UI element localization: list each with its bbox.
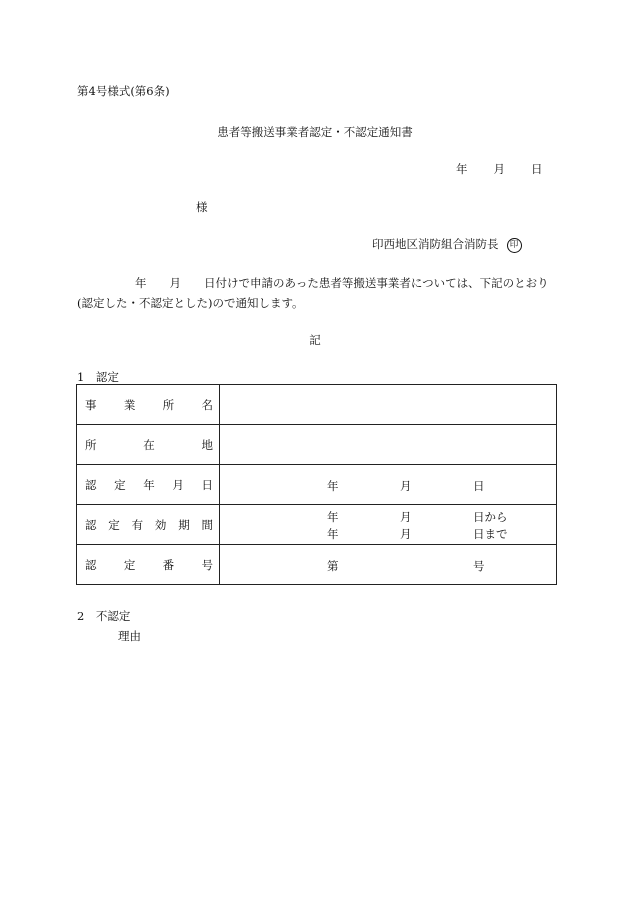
label-char: 業 — [123, 397, 136, 412]
table-row — [77, 465, 557, 505]
label-char: 定 — [123, 557, 136, 572]
value-from-day: 日から — [473, 510, 508, 524]
certification-table — [76, 384, 557, 585]
label-char: 地 — [201, 437, 213, 452]
section-approval-heading: 1 認定 — [77, 370, 119, 384]
location-value — [220, 425, 557, 465]
date-day: 日 — [531, 162, 543, 176]
value-month: 月 — [400, 478, 412, 493]
label-cert-number — [77, 545, 220, 585]
label-char: 有 — [131, 517, 144, 532]
document-title: 患者等搬送事業者認定・不認定通知書 — [217, 125, 413, 139]
reason-label: 理由 — [118, 629, 141, 643]
label-char: 効 — [154, 517, 167, 532]
value-to-day: 日まで — [473, 527, 508, 541]
cert-date-value — [220, 465, 557, 505]
table-row — [77, 385, 557, 425]
label-char: 期 — [178, 517, 190, 532]
sender — [372, 236, 522, 253]
value-from-year: 年 — [327, 510, 339, 524]
date-year: 年 — [456, 162, 468, 176]
label-char: 名 — [201, 397, 213, 412]
table-row — [77, 425, 557, 465]
label-validity-period — [77, 505, 220, 545]
ki-heading: 記 — [309, 333, 321, 347]
table-row — [77, 505, 557, 545]
value-year: 年 — [327, 478, 339, 493]
section-denial-heading: 2 不認定 — [77, 609, 131, 623]
label-office-name — [77, 385, 220, 425]
sender-name: 印西地区消防組合消防長 — [372, 237, 499, 251]
value-to-month: 月 — [400, 527, 412, 541]
label-char: 所 — [85, 437, 97, 452]
label-char: 定 — [108, 517, 120, 532]
label-char: 認 — [85, 517, 97, 532]
value-from-month: 月 — [400, 510, 412, 524]
label-char: 年 — [143, 477, 155, 492]
value-number-suffix: 号 — [473, 558, 485, 573]
value-number-prefix: 第 — [327, 558, 339, 573]
label-char: 号 — [201, 557, 213, 572]
value-to-year: 年 — [327, 527, 339, 541]
label-char: 事 — [85, 397, 97, 412]
label-char: 所 — [162, 397, 175, 412]
label-char: 定 — [114, 477, 126, 492]
label-char: 番 — [162, 557, 175, 572]
addressee: 様 — [196, 200, 208, 214]
office-name-value — [220, 385, 557, 425]
label-char: 認 — [85, 477, 97, 492]
body-text: 年 月 日付けで申請のあった患者等搬送事業者については、下記のとおり(認定した・不認定とした)ので通知します。 — [77, 276, 549, 310]
seal-icon: 印 — [507, 238, 522, 253]
issue-date — [456, 161, 543, 177]
label-char: 月 — [172, 477, 184, 492]
validity-period-value — [220, 505, 557, 545]
date-month: 月 — [493, 162, 505, 176]
label-location — [77, 425, 220, 465]
cert-number-value — [220, 545, 557, 585]
label-char: 間 — [201, 517, 213, 532]
form-number: 第4号様式(第6条) — [77, 84, 170, 98]
label-char: 日 — [201, 477, 213, 492]
label-cert-date — [77, 465, 220, 505]
value-day: 日 — [473, 478, 485, 493]
table-row — [77, 545, 557, 585]
label-char: 在 — [143, 437, 155, 452]
label-char: 認 — [85, 557, 97, 572]
